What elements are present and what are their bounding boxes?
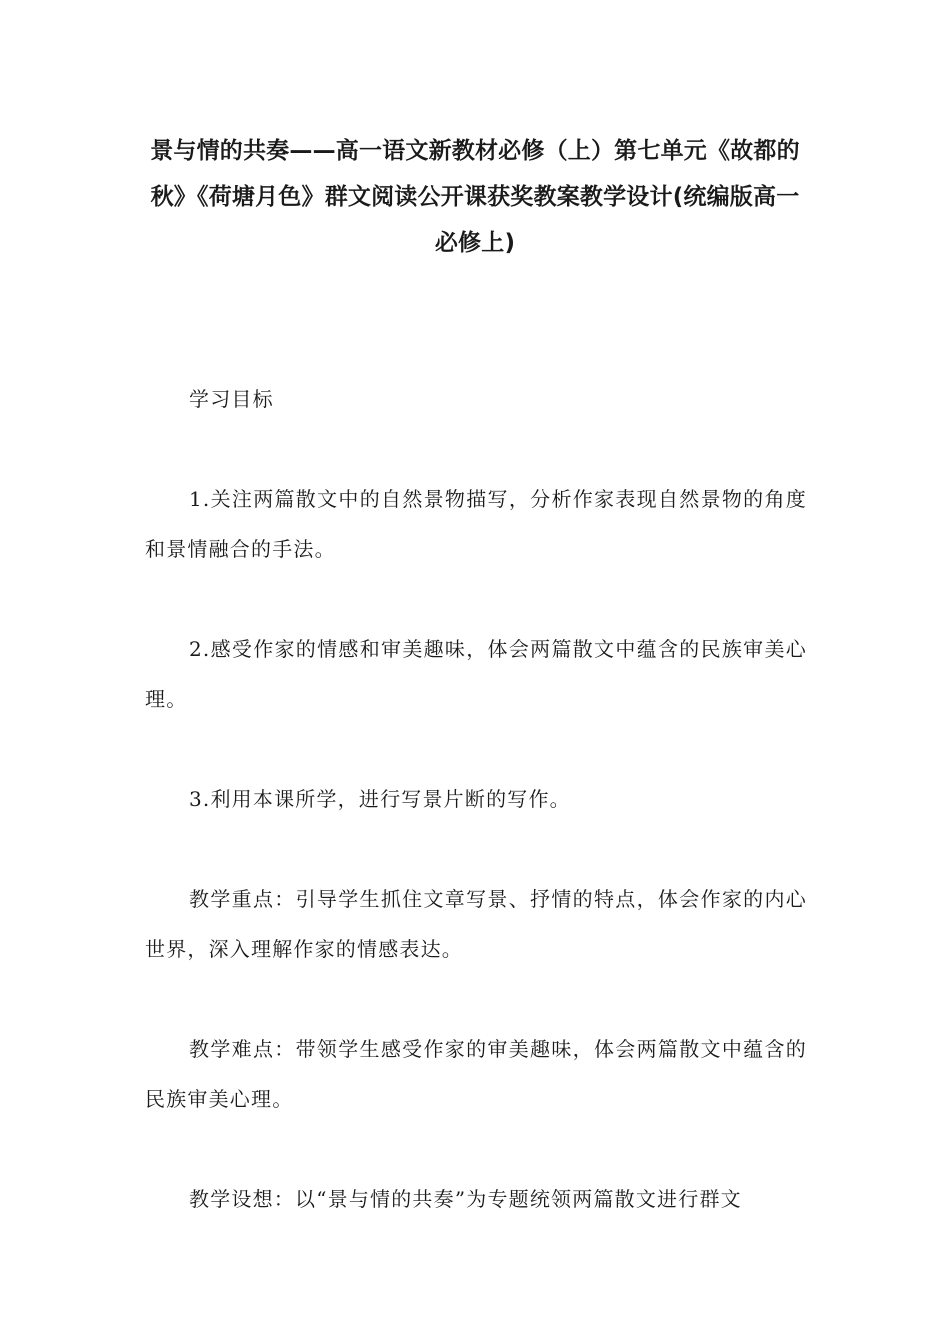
teaching-difficulty: 教学难点：带领学生感受作家的审美趣味，体会两篇散文中蕴含的民族审美心理。 [145, 1037, 807, 1111]
section-heading-learning-goals: 学习目标 [189, 387, 274, 411]
document-title: 景与情的共奏——高一语文新教材必修（上）第七单元《故都的秋》《荷塘月色》群文阅读公开课获奖教案教学设计(统编版高一必修上) [150, 138, 800, 256]
teaching-design-idea: 教学设想：以“景与情的共奏”为专题统领两篇散文进行群文 [189, 1187, 742, 1211]
goal-item-2: 2.感受作家的情感和审美趣味，体会两篇散文中蕴含的民族审美心理。 [145, 637, 807, 711]
teaching-key-point: 教学重点：引导学生抓住文章写景、抒情的特点，体会作家的内心世界，深入理解作家的情感表达。 [145, 887, 807, 961]
goal-item-1: 1.关注两篇散文中的自然景物描写，分析作家表现自然景物的角度和景情融合的手法。 [145, 487, 807, 561]
goal-item-3: 3.利用本课所学，进行写景片断的写作。 [189, 787, 571, 811]
